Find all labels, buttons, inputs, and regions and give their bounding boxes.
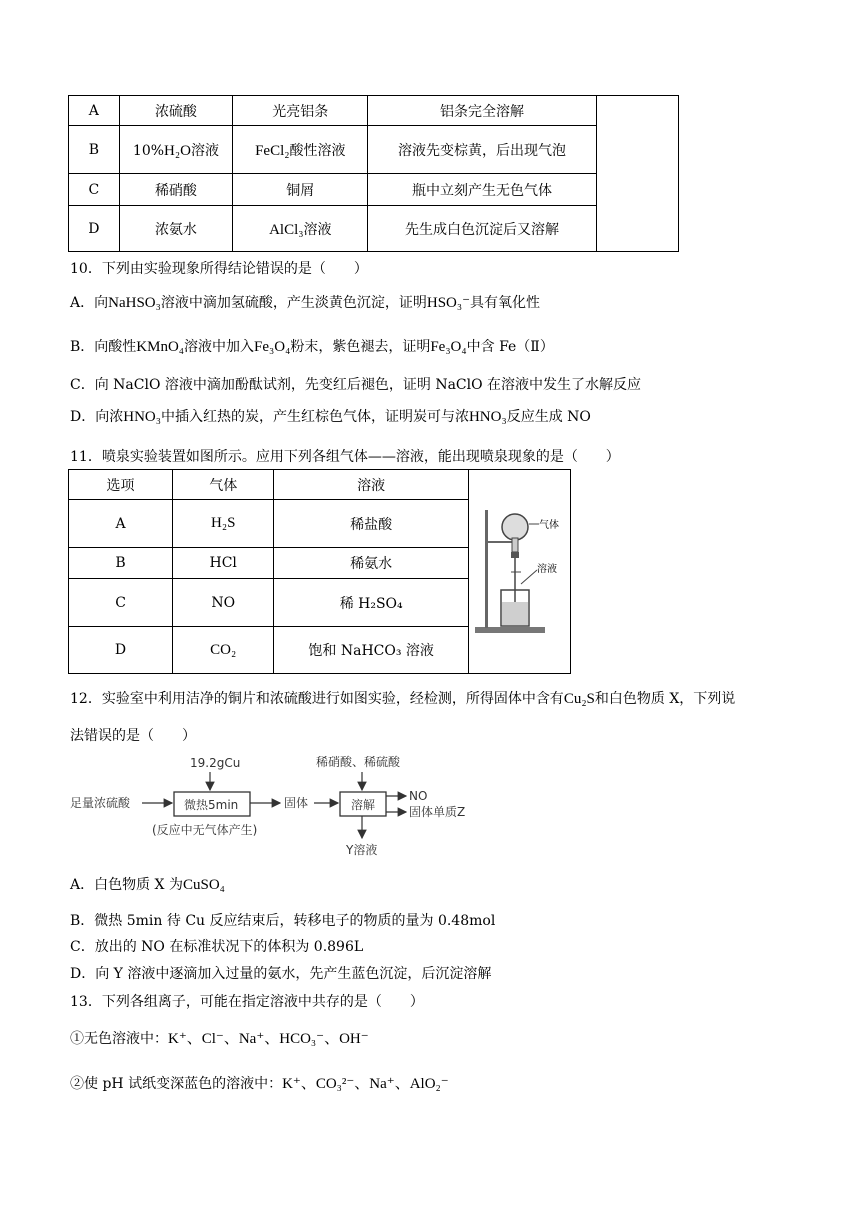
- formula: CuSO₄: [182, 877, 225, 893]
- text: 酸性溶液: [289, 142, 346, 159]
- no-gas-note: (反应中无气体产生): [152, 823, 258, 837]
- question-10-option-a: [70, 292, 540, 312]
- y-label: Y溶液: [346, 843, 378, 857]
- text: 12．实验室中利用洁净的铜片和浓硫酸进行如图实验，经检测，所得固体中含有: [70, 691, 564, 707]
- flask: [502, 514, 528, 540]
- option-cell: A: [69, 96, 120, 126]
- solution-cell: 稀氨水: [274, 548, 469, 579]
- header-option: 选项: [69, 470, 173, 500]
- option-cell: D: [69, 206, 120, 252]
- question-10-option-c: C．向 NaClO 溶液中滴加酚酞试剂，先变红后褪色，证明 NaClO 在溶液中发生了水解反应: [70, 377, 642, 393]
- solution-cell: 饱和 NaHCO₃ 溶液: [274, 627, 469, 674]
- formula: H₂O: [164, 142, 191, 159]
- solid-label: 固体: [284, 796, 309, 810]
- gas-label: 气体: [538, 519, 559, 531]
- text: 中插入红热的炭，产生红棕色气体，证明炭可与浓: [160, 409, 469, 425]
- beaker-liquid: [502, 602, 528, 625]
- formula: AlCl₃: [269, 221, 304, 238]
- table-q11-options: [68, 469, 571, 674]
- table-row: [69, 126, 679, 174]
- reagent-cell: 稀硝酸: [119, 174, 233, 206]
- text: 反应生成 NO: [506, 409, 591, 425]
- gas-cell: HCl: [173, 548, 274, 579]
- question-13-item-1: [70, 1027, 369, 1048]
- phenomenon-cell: 溶液先变棕黄，后出现气泡: [368, 126, 596, 174]
- formula: HSO₃⁻: [426, 295, 471, 311]
- solution-label: 溶液: [536, 563, 557, 575]
- gas-cell: H₂S: [173, 500, 274, 548]
- text: 具有氧化性: [470, 295, 541, 311]
- text: 10%: [132, 142, 165, 159]
- formula: HNO₃: [123, 409, 161, 425]
- question-12-stem-line1: [70, 688, 735, 708]
- text: B．向酸性: [70, 339, 137, 355]
- header-solution: 溶液: [274, 470, 469, 500]
- gas-cell: CO₂: [173, 627, 274, 674]
- text: D．向浓: [70, 409, 124, 425]
- option-cell: B: [69, 126, 120, 174]
- text: 溶液: [190, 142, 219, 159]
- phenomenon-cell: 先生成白色沉淀后又溶解: [368, 206, 596, 252]
- fountain-apparatus-figure: [469, 472, 569, 672]
- formula: HNO₃: [468, 409, 507, 425]
- material-cell: [233, 206, 368, 252]
- solution-cell: 稀盐酸: [274, 500, 469, 548]
- text: 和白色物质 X，下列说: [594, 691, 736, 707]
- phenomenon-cell: 瓶中立刻产生无色气体: [368, 174, 596, 206]
- formula: NaHSO₃: [108, 295, 161, 311]
- flask-neck: [512, 538, 518, 552]
- heating-label: 微热5min: [184, 798, 239, 812]
- question-10-stem: 10．下列由实验现象所得结论错误的是（ ）: [70, 261, 368, 277]
- question-11-stem: 11．喷泉实验装置如图所示。应用下列各组气体——溶液，能出现喷泉现象的是（ ）: [70, 449, 620, 465]
- no-label: NO: [409, 789, 428, 803]
- table-row: [69, 96, 679, 126]
- question-12-stem-line2: 法错误的是（ ）: [70, 728, 196, 744]
- dissolve-label: 溶解: [351, 798, 376, 812]
- question-12-option-c: C．放出的 NO 在标准状况下的体积为 0.896L: [70, 939, 364, 955]
- acid-label: 足量浓硫酸: [70, 796, 131, 810]
- option-cell: B: [69, 548, 173, 579]
- text: 溶液中加入: [184, 339, 255, 355]
- apparatus-figure-cell: [468, 470, 570, 674]
- gas-cell: NO: [173, 579, 274, 627]
- formula: Cu₂S: [563, 691, 595, 707]
- reaction-flowchart: [70, 752, 510, 862]
- text: ②使 pH 试纸变深蓝色的溶液中：: [70, 1076, 283, 1092]
- empty-cell: [596, 96, 678, 252]
- text: 溶液中滴加氢硫酸，产生淡黄色沉淀，证明: [160, 295, 427, 311]
- table-row: [69, 206, 679, 252]
- text: A．白色物质 X 为: [70, 877, 183, 893]
- option-cell: A: [69, 500, 173, 548]
- question-12-option-d: D．向 Y 溶液中逐滴加入过量的氨水，先产生蓝色沉淀，后沉淀溶解: [70, 966, 492, 982]
- text: ①无色溶液中：: [70, 1031, 168, 1047]
- phenomenon-cell: 铝条完全溶解: [368, 96, 596, 126]
- reagent-cell: [119, 126, 233, 174]
- option-cell: D: [69, 627, 173, 674]
- table-header-row: [69, 470, 571, 500]
- material-cell: 光亮铝条: [233, 96, 368, 126]
- text: 粉末，紫色褪去，证明: [290, 339, 431, 355]
- ion-list: K⁺、CO₃²⁻、Na⁺、AlO₂⁻: [282, 1076, 449, 1092]
- text: A．向: [70, 295, 109, 311]
- text: 溶液: [303, 221, 332, 238]
- text: 中含 Fe（Ⅱ）: [466, 339, 554, 355]
- solution-leader: [521, 570, 537, 584]
- material-cell: [233, 126, 368, 174]
- question-13-item-2: [70, 1072, 449, 1093]
- question-10-option-b: [70, 336, 554, 356]
- reagent-cell: 浓氨水: [119, 206, 233, 252]
- option-cell: C: [69, 174, 120, 206]
- solution-cell: 稀 H₂SO₄: [274, 579, 469, 627]
- ion-list: K⁺、Cl⁻、Na⁺、HCO₃⁻、OH⁻: [168, 1031, 369, 1047]
- question-10-option-d: [70, 406, 591, 426]
- question-12-option-a: [70, 874, 225, 894]
- formula: FeCl₂: [255, 142, 290, 159]
- option-cell: C: [69, 579, 173, 627]
- formula: Fe₃O₄: [254, 339, 291, 355]
- stopper: [511, 552, 519, 558]
- formula: KMnO₄: [136, 339, 185, 355]
- formula: Fe₃O₄: [430, 339, 467, 355]
- copper-mass-label: 19.2gCu: [190, 756, 241, 770]
- table-q9-options: [68, 95, 679, 252]
- z-label: 固体单质Z: [409, 805, 466, 819]
- header-gas: 气体: [173, 470, 274, 500]
- stand-rod: [485, 510, 488, 628]
- material-cell: 铜屑: [233, 174, 368, 206]
- reagents-label: 稀硝酸、稀硫酸: [316, 755, 401, 769]
- question-12-option-b: B．微热 5min 待 Cu 反应结束后，转移电子的物质的量为 0.48mol: [70, 913, 496, 929]
- question-13-stem: 13．下列各组离子，可能在指定溶液中共存的是（ ）: [70, 994, 424, 1010]
- table-row: [69, 174, 679, 206]
- reagent-cell: 浓硫酸: [119, 96, 233, 126]
